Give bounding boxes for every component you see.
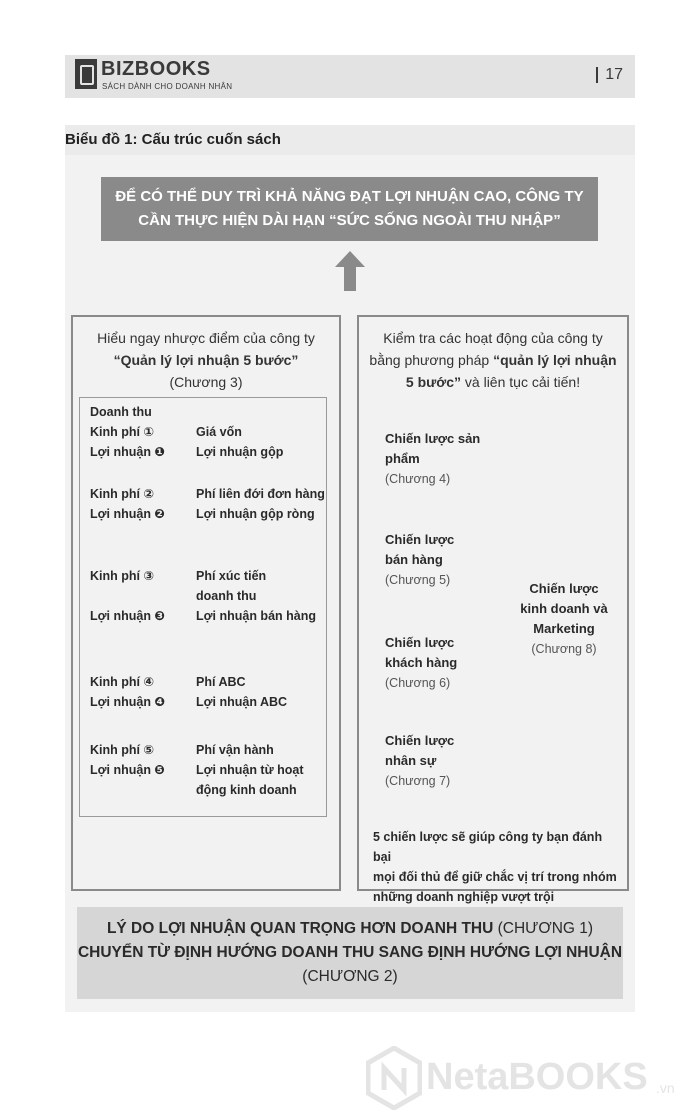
profit-5-label: Lợi nhuận ❺ bbox=[90, 763, 166, 777]
cost-3-label: Kinh phí ③ bbox=[90, 569, 155, 583]
strategy-hr-chapter: (Chương 7) bbox=[385, 774, 451, 788]
book-structure-diagram bbox=[65, 155, 635, 1012]
page-header bbox=[65, 55, 635, 98]
up-arrow-icon bbox=[335, 251, 365, 291]
cost-3-desc-1: Phí xúc tiến bbox=[196, 569, 267, 583]
strategy-marketing bbox=[509, 579, 619, 659]
right-heading-line-3-bold: 5 bước” bbox=[405, 374, 462, 390]
cost-1-label: Kinh phí ① bbox=[90, 425, 155, 439]
right-heading-line-3-plain: và liên tục cải tiến! bbox=[461, 374, 581, 390]
strategy-marketing-line-1: Chiến lược bbox=[529, 581, 599, 596]
foundation-line-1 bbox=[77, 917, 623, 941]
strategy-marketing-line-3: Marketing bbox=[533, 621, 595, 636]
left-heading-line-2: “Quản lý lợi nhuận 5 bước” bbox=[113, 352, 299, 368]
strategy-sales-chapter: (Chương 5) bbox=[385, 573, 451, 587]
right-heading-line-2-plain: bằng phương pháp bbox=[369, 352, 494, 368]
right-heading-line-2-bold: “quản lý lợi nhuận bbox=[493, 352, 617, 368]
summary-line-2: mọi đối thủ để giữ chắc vị trí trong nhóm bbox=[373, 870, 617, 884]
strategy-customer-line-1: Chiến lược bbox=[385, 635, 455, 650]
strategy-product-line-1: Chiến lược sản bbox=[385, 431, 481, 446]
strategy-customer bbox=[385, 633, 457, 693]
strategy-customer-line-2: khách hàng bbox=[385, 655, 458, 670]
left-panel-heading bbox=[73, 317, 339, 393]
strategy-marketing-line-2: kinh doanh và bbox=[520, 601, 608, 616]
strategy-product-line-2: phẩm bbox=[385, 451, 420, 466]
goal-line-1: ĐỂ CÓ THỂ DUY TRÌ KHẢ NĂNG ĐẠT LỢI NHUẬN CAO, CÔNG TY bbox=[115, 188, 584, 205]
strategy-hr-line-1: Chiến lược bbox=[385, 733, 455, 748]
profit-1-desc: Lợi nhuận gộp bbox=[196, 445, 284, 459]
strategy-marketing-chapter: (Chương 8) bbox=[531, 642, 597, 656]
cost-5-label: Kinh phí ⑤ bbox=[90, 743, 155, 757]
logo-text: BIZBOOKS bbox=[101, 58, 211, 80]
strategy-hr bbox=[385, 731, 454, 791]
profit-4-desc: Lợi nhuận ABC bbox=[196, 695, 288, 709]
goal-box bbox=[101, 177, 598, 241]
logo-subtitle: SÁCH DÀNH CHO DOANH NHÂN bbox=[102, 82, 233, 91]
left-panel bbox=[71, 315, 341, 891]
strategy-product-chapter: (Chương 4) bbox=[385, 472, 451, 486]
cost-2-desc: Phí liên đới đơn hàng bbox=[196, 487, 325, 501]
summary-line-3: những doanh nghiệp vượt trội bbox=[373, 890, 555, 904]
foundation-line-1-bold: LÝ DO LỢI NHUẬN QUAN TRỌNG HƠN DOANH THU bbox=[106, 920, 494, 937]
cost-4-label: Kinh phí ④ bbox=[90, 675, 155, 689]
bizbooks-logo-icon bbox=[75, 59, 97, 89]
cost-5-desc: Phí vận hành bbox=[196, 743, 274, 757]
profit-2-label: Lợi nhuận ❷ bbox=[90, 507, 166, 521]
strategy-sales bbox=[385, 530, 454, 590]
strategy-summary bbox=[373, 827, 619, 907]
cost-4-desc: Phí ABC bbox=[196, 675, 246, 689]
watermark-suffix: .vn bbox=[656, 1080, 675, 1096]
right-panel-heading bbox=[359, 317, 627, 393]
strategy-sales-line-2: bán hàng bbox=[385, 552, 443, 567]
strategy-customer-chapter: (Chương 6) bbox=[385, 676, 451, 690]
page-number: 17 bbox=[596, 67, 623, 83]
profit-5-desc-1: Lợi nhuận từ hoạt bbox=[196, 763, 304, 777]
goal-line-2: CẦN THỰC HIỆN DÀI HẠN “SỨC SỐNG NGOÀI THU NHẬP” bbox=[138, 212, 561, 229]
profit-5-desc-2: động kinh doanh bbox=[196, 783, 297, 797]
left-heading-line-3: (Chương 3) bbox=[169, 374, 243, 390]
foundation-line-1-plain: (CHƯƠNG 1) bbox=[493, 920, 594, 937]
cost-1-desc: Giá vốn bbox=[196, 425, 242, 439]
profit-1-label: Lợi nhuận ❶ bbox=[90, 445, 166, 459]
strategy-sales-line-1: Chiến lược bbox=[385, 532, 455, 547]
cost-3-desc-2: doanh thu bbox=[196, 589, 257, 603]
foundation-box bbox=[77, 907, 623, 999]
right-panel bbox=[357, 315, 629, 904]
cost-2-label: Kinh phí ② bbox=[90, 487, 155, 501]
watermark bbox=[366, 1046, 686, 1110]
profit-2-desc: Lợi nhuận gộp ròng bbox=[196, 507, 315, 521]
watermark-text: NetaBOOKS bbox=[426, 1056, 648, 1098]
netabooks-logo-icon bbox=[366, 1046, 422, 1110]
foundation-line-2: CHUYỂN TỪ ĐỊNH HƯỚNG DOANH THU SANG ĐỊNH HƯỚNG LỢI NHUẬN bbox=[77, 944, 623, 961]
strategy-product bbox=[385, 429, 480, 489]
profit-3-desc: Lợi nhuận bán hàng bbox=[196, 609, 316, 623]
revenue-label: Doanh thu bbox=[90, 405, 152, 419]
profit-steps-box bbox=[79, 397, 327, 817]
profit-4-label: Lợi nhuận ❹ bbox=[90, 695, 166, 709]
right-heading-line-1: Kiểm tra các hoạt động của công ty bbox=[383, 330, 603, 346]
left-heading-line-1: Hiểu ngay nhược điểm của công ty bbox=[97, 330, 315, 346]
strategy-hr-line-2: nhân sự bbox=[385, 753, 437, 768]
foundation-line-3: (CHƯƠNG 2) bbox=[302, 968, 398, 985]
summary-line-1: 5 chiến lược sẽ giúp công ty bạn đánh bại bbox=[373, 830, 603, 864]
chart-title: Biểu đồ 1: Cấu trúc cuốn sách bbox=[65, 125, 635, 155]
profit-3-label: Lợi nhuận ❸ bbox=[90, 609, 166, 623]
